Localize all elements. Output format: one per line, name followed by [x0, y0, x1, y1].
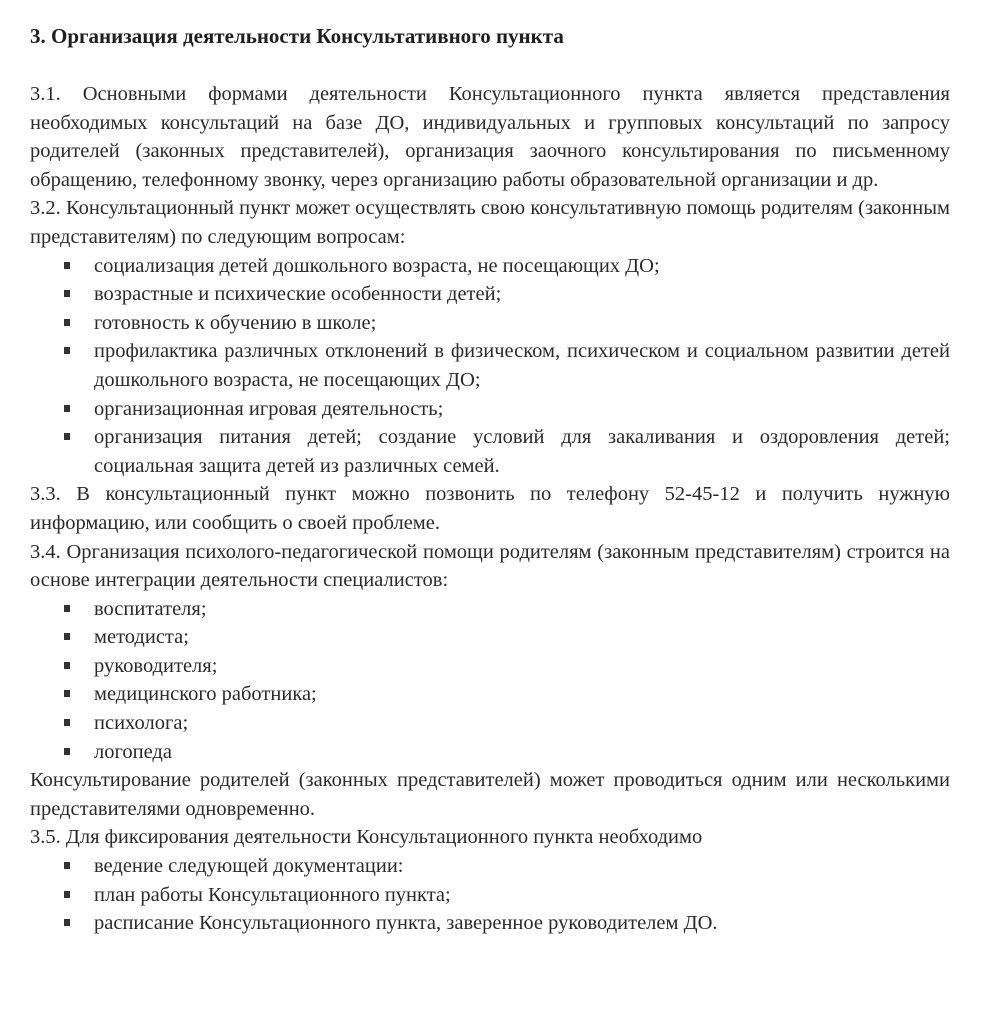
list-item: план работы Консультационного пункта;: [64, 881, 950, 910]
list-3-4: [30, 595, 950, 767]
square-bullet-icon: [64, 662, 70, 669]
list-item: расписание Консультационного пункта, заверенное руководителем ДО.: [64, 909, 950, 938]
square-bullet-icon: [64, 633, 70, 640]
list-item: методиста;: [64, 623, 950, 652]
list-item: ведение следующей документации:: [64, 852, 950, 881]
square-bullet-icon: [64, 891, 70, 898]
paragraph-3-4: 3.4. Организация психолого-педагогической помощи родителям (законным представителям) строится на основе интеграции деятельности специалистов:: [30, 540, 950, 592]
square-bullet-icon: [64, 605, 70, 612]
list-item: социализация детей дошкольного возраста, не посещающих ДО;: [64, 252, 950, 281]
section-heading: 3. Организация деятельности Консультативного пункта: [30, 24, 564, 48]
paragraph-3-2: 3.2. Консультационный пункт может осуществлять свою консультативную помощь родителям (законным представителям) по следующим вопросам:: [30, 197, 950, 248]
paragraph-3-1: 3.1. Основными формами деятельности Консультационного пункта является представления необходимых консультаций на базе ДО, индивидуальных и групповых консультаций по запросу родителей (законных представителей), организация заочного консультирования по письменному обращению, телефонному звонку, через организацию работы образовательной организации и др.: [30, 83, 950, 191]
list-item: руководителя;: [64, 652, 950, 681]
square-bullet-icon: [64, 262, 70, 269]
list-item: психолога;: [64, 709, 950, 738]
square-bullet-icon: [64, 290, 70, 297]
square-bullet-icon: [64, 347, 70, 354]
list-3-5: [30, 852, 950, 938]
square-bullet-icon: [64, 748, 70, 755]
paragraph-3-3: 3.3. В консультационный пункт можно позвонить по телефону 52-45-12 и получить нужную информацию, или сообщить о своей проблеме.: [30, 483, 950, 534]
list-item: организация питания детей; создание условий для закаливания и оздоровления детей; социальная защита детей из различных семей.: [64, 423, 950, 480]
list-item: профилактика различных отклонений в физическом, психическом и социальном развитии детей дошкольного возраста, не посещающих ДО;: [64, 337, 950, 394]
square-bullet-icon: [64, 919, 70, 926]
list-item: воспитателя;: [64, 595, 950, 624]
list-item: медицинского работника;: [64, 680, 950, 709]
paragraph-3-5: 3.5. Для фиксирования деятельности Консультационного пункта необходимо: [30, 826, 703, 849]
list-item: логопеда: [64, 738, 950, 767]
square-bullet-icon: [64, 319, 70, 326]
square-bullet-icon: [64, 719, 70, 726]
square-bullet-icon: [64, 433, 70, 440]
square-bullet-icon: [64, 405, 70, 412]
square-bullet-icon: [64, 862, 70, 869]
list-3-2: [30, 252, 950, 481]
list-item: готовность к обучению в школе;: [64, 309, 950, 338]
paragraph-3-4-note: Консультирование родителей (законных представителей) может проводиться одним или несколькими представителями одновременно.: [30, 769, 950, 820]
list-item: организационная игровая деятельность;: [64, 395, 950, 424]
list-item: возрастные и психические особенности детей;: [64, 280, 950, 309]
square-bullet-icon: [64, 690, 70, 697]
